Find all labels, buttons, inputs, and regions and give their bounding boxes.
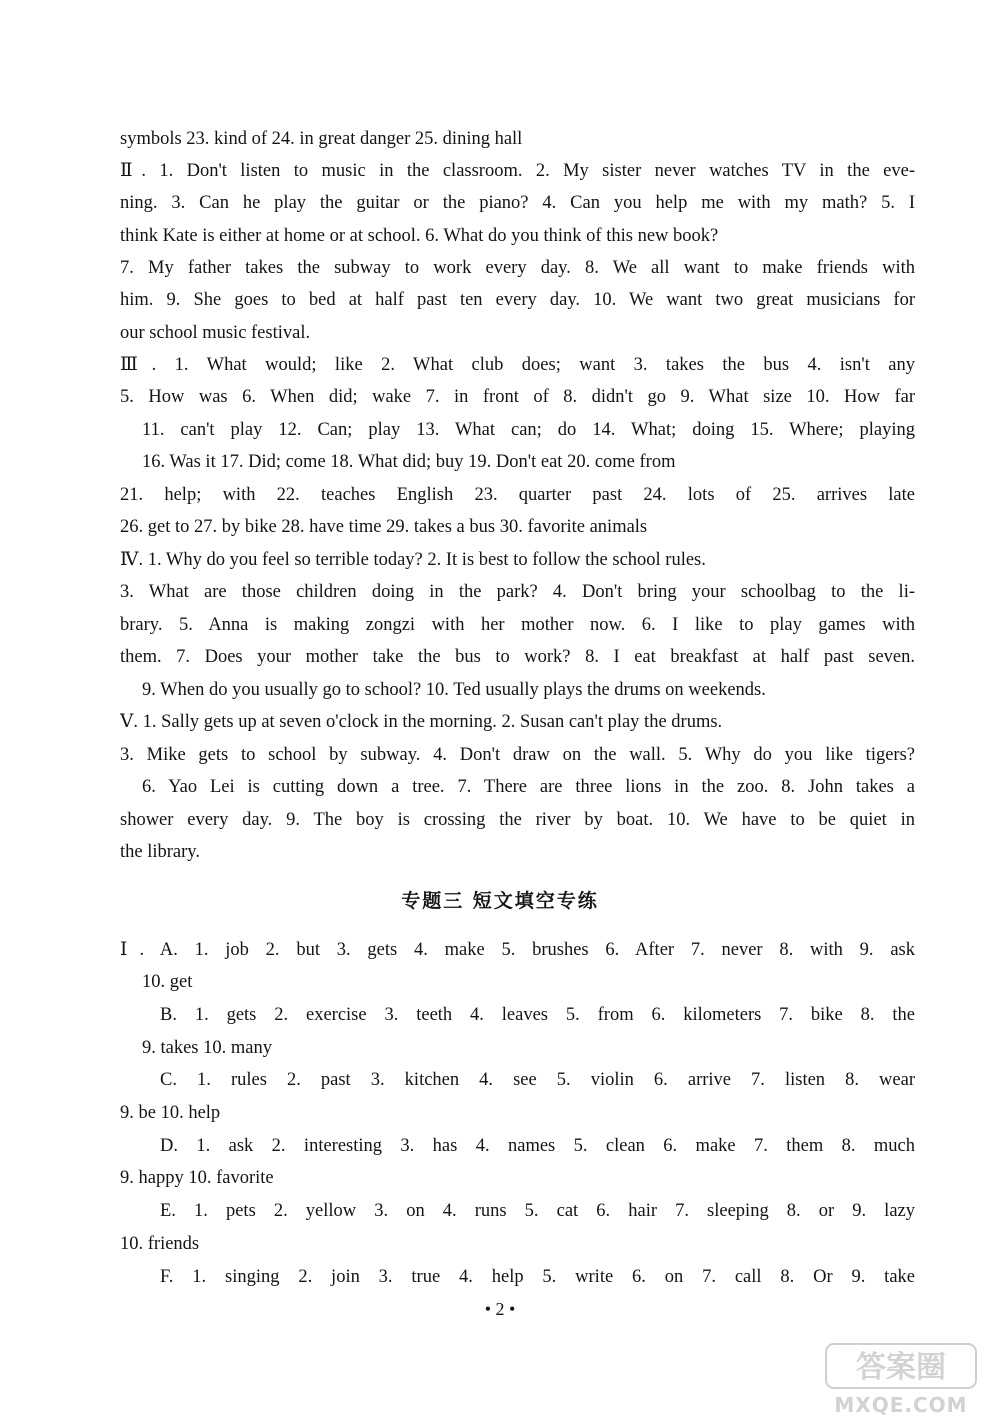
answer-line: Ⅲ. 1. What would; like 2. What club does; want 3. takes the bus 4. isn't any [120,355,915,375]
watermark-logo [822,1340,982,1420]
answer-line: 3. Mike gets to school by subway. 4. Don't draw on the wall. 5. Why do you like tigers? [120,745,915,765]
answer-line: ning. 3. Can he play the guitar or the piano? 4. Can you help me with my math? 5. I [120,193,915,213]
page-number: • 2 • [484,1299,516,1319]
answer-line: 9. When do you usually go to school? 10. Ted usually plays the drums on weekends. [142,680,766,700]
answer-line: our school music festival. [120,323,311,343]
answer-line: 10. get [142,972,193,992]
answer-line: 16. Was it 17. Did; come 18. What did; buy 19. Don't eat 20. come from [142,452,676,472]
answer-line: 9. takes 10. many [142,1038,272,1058]
answer-line: D. 1. ask 2. interesting 3. has 4. names 5. clean 6. make 7. them 8. much [160,1136,915,1156]
answer-line: 6. Yao Lei is cutting down a tree. 7. There are three lions in the zoo. 8. John takes a [142,777,915,797]
answer-line: Ⅴ. 1. Sally gets up at seven o'clock in the morning. 2. Susan can't play the drums. [120,712,723,732]
answer-line: shower every day. 9. The boy is crossing the river by boat. 10. We have to be quiet in [120,810,915,830]
answer-line: 11. can't play 12. Can; play 13. What can; do 14. What; doing 15. Where; playing [142,420,915,440]
answer-line: symbols 23. kind of 24. in great danger 25. dining hall [120,129,523,149]
answer-line: Ⅳ. 1. Why do you feel so terrible today? 2. It is best to follow the school rules. [120,550,706,570]
answer-line: F. 1. singing 2. join 3. true 4. help 5. write 6. on 7. call 8. Or 9. take [160,1267,915,1287]
answer-line: him. 9. She goes to bed at half past ten every day. 10. We want two great musicians for [120,290,915,310]
answer-line: 26. get to 27. by bike 28. have time 29. takes a bus 30. favorite animals [120,517,648,537]
answer-line: Ⅰ. A. 1. job 2. but 3. gets 4. make 5. brushes 6. After 7. never 8. with 9. ask [120,940,915,960]
answer-line: 10. friends [120,1234,200,1254]
answer-line: brary. 5. Anna is making zongzi with her mother now. 6. I like to play games with [120,615,915,635]
watermark-top: 答案圈 [856,1350,946,1385]
answer-line: E. 1. pets 2. yellow 3. on 4. runs 5. cat 6. hair 7. sleeping 8. or 9. lazy [160,1201,915,1221]
answer-line: 3. What are those children doing in the park? 4. Don't bring your schoolbag to the li- [120,582,915,602]
answer-line: 9. happy 10. favorite [120,1168,274,1188]
answer-line: think Kate is either at home or at school. 6. What do you think of this new book? [120,226,719,246]
section-title: 专题三 短文填空专练 [401,890,599,912]
answer-line: B. 1. gets 2. exercise 3. teeth 4. leaves 5. from 6. kilometers 7. bike 8. the [160,1005,915,1025]
answer-line: 9. be 10. help [120,1103,221,1123]
answer-line: 7. My father takes the subway to work every day. 8. We all want to make friends with [120,258,915,278]
answer-line: the library. [120,842,200,862]
answer-line: Ⅱ. 1. Don't listen to music in the classroom. 2. My sister never watches TV in the eve- [120,161,915,181]
answer-line: 5. How was 6. When did; wake 7. in front of 8. didn't go 9. What size 10. How far [120,387,915,407]
watermark-bottom: MXQE.COM [834,1393,968,1417]
answer-line: them. 7. Does your mother take the bus to work? 8. I eat breakfast at half past seven. [120,647,915,667]
answer-line: 21. help; with 22. teaches English 23. quarter past 24. lots of 25. arrives late [120,485,915,505]
answer-line: C. 1. rules 2. past 3. kitchen 4. see 5. violin 6. arrive 7. listen 8. wear [160,1070,915,1090]
